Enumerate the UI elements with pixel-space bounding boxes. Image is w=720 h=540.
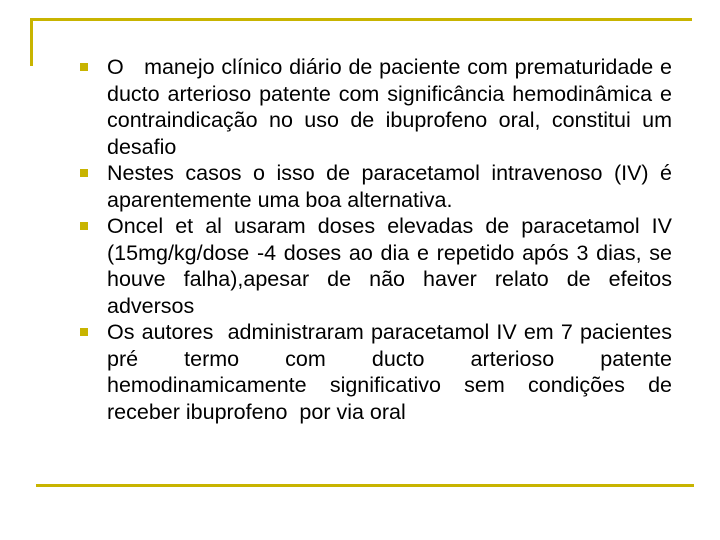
square-bullet-icon <box>80 222 88 230</box>
bullet-text: Os autores administraram paracetamol IV em 7 pacientes pré termo com ducto arterioso patente hemodinamicamente significativo sem condições de receber ibuprofeno por via oral <box>107 320 678 424</box>
frame-bottom-line <box>36 484 694 487</box>
bullet-text: O manejo clínico diário de paciente com prematuridade e ducto arterioso patente com significância hemodinâmica e contraindicação no uso de ibuprofeno oral, constitui um desafio <box>107 55 678 159</box>
square-bullet-icon <box>80 328 88 336</box>
square-bullet-icon <box>80 169 88 177</box>
bullet-text: Nestes casos o isso de paracetamol intravenoso (IV) é aparentemente uma boa alternativa. <box>107 161 678 212</box>
bullet-text: Oncel et al usaram doses elevadas de paracetamol IV (15mg/kg/dose -4 doses ao dia e repetido após 3 dias, se houve falha),apesar de não haver relato de efeitos adversos <box>107 214 678 318</box>
bullet-item <box>76 160 678 213</box>
square-bullet-icon <box>80 63 88 71</box>
bullet-item <box>76 319 678 425</box>
slide-content <box>76 54 678 425</box>
frame-top-line <box>30 18 692 21</box>
bullet-item <box>76 213 678 319</box>
bullet-item <box>76 54 678 160</box>
frame-left-line <box>30 18 33 66</box>
bullet-list <box>76 54 678 425</box>
